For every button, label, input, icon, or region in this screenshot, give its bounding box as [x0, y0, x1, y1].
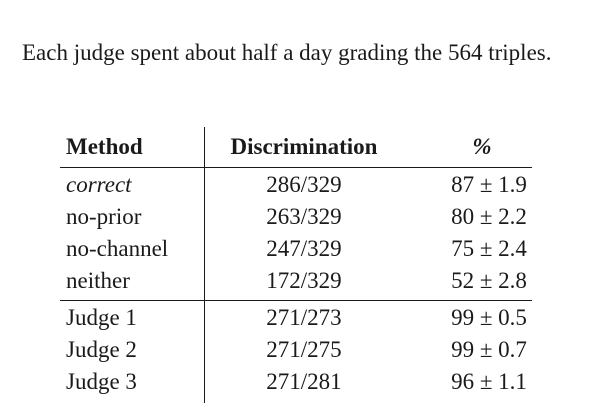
row-discrimination-no-prior: 263/329 [266, 204, 342, 229]
row-method-judge-2: Judge 2 [66, 337, 137, 362]
header-rule [60, 167, 532, 168]
results-table [60, 127, 532, 403]
row-method-judge-1: Judge 1 [66, 305, 137, 330]
row-discrimination-correct: 286/329 [266, 172, 342, 197]
row-method-no-prior: no-prior [66, 204, 142, 229]
row-discrimination-neither: 172/329 [266, 268, 342, 293]
row-method-correct: correct [66, 172, 132, 197]
row-percent-judge-3: 96 ± 1.1 [451, 369, 527, 394]
row-discrimination-judge-2: 271/275 [266, 337, 342, 362]
row-discrimination-judge-3: 271/281 [266, 369, 342, 394]
header-percent: % [472, 134, 492, 159]
row-method-judge-3: Judge 3 [66, 369, 137, 394]
header-discrimination: Discrimination [230, 134, 378, 159]
row-percent-judge-2: 99 ± 0.7 [451, 337, 527, 362]
row-percent-judge-1: 99 ± 0.5 [451, 305, 527, 330]
row-percent-correct: 87 ± 1.9 [451, 172, 527, 197]
body-paragraph: Each judge spent about half a day grading the 564 triples. [22, 40, 552, 65]
row-percent-no-prior: 80 ± 2.2 [451, 204, 527, 229]
group-rule [60, 300, 532, 301]
row-percent-no-channel: 75 ± 2.4 [451, 236, 527, 261]
header-method: Method [66, 134, 143, 159]
row-discrimination-judge-1: 271/273 [266, 305, 342, 330]
row-method-neither: neither [66, 268, 130, 293]
row-method-no-channel: no-channel [66, 236, 169, 261]
row-percent-neither: 52 ± 2.8 [451, 268, 527, 293]
row-discrimination-no-channel: 247/329 [266, 236, 342, 261]
